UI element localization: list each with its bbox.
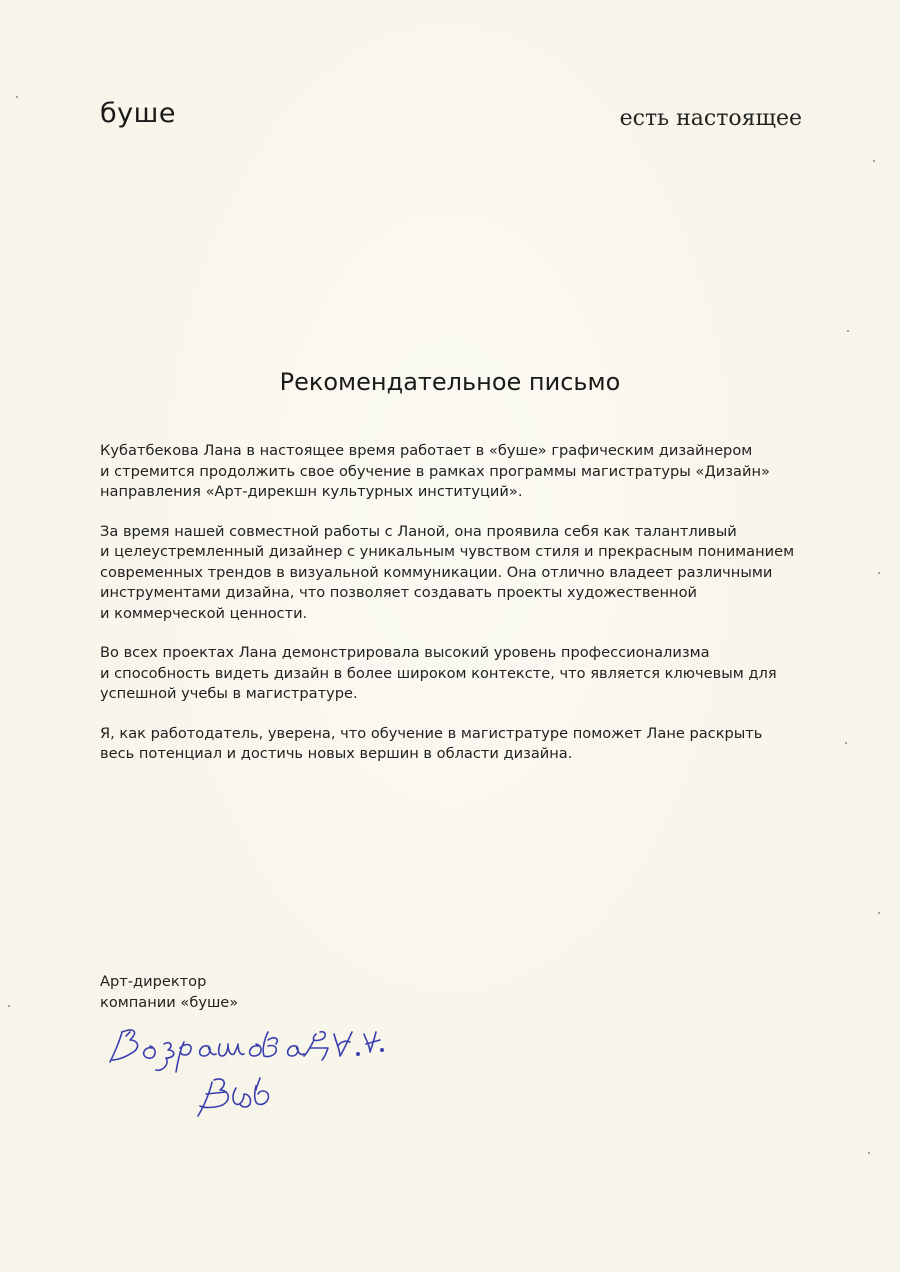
paragraph-line: и целеустремленный дизайнер с уникальным чувством стиля и прекрасным пониманием — [100, 543, 795, 560]
scan-speck — [878, 572, 880, 574]
paragraph-line: Я, как работодатель, уверена, что обучение в магистратуре поможет Лане раскрыть — [100, 724, 763, 742]
paragraph-3 — [100, 643, 820, 705]
paragraph-line: Кубатбекова Лана в настоящее время работает в «буше» графическим дизайнером — [100, 442, 753, 459]
paragraph-line: и способность видеть дизайн в более широком контексте, что является ключевым для — [100, 664, 777, 682]
paragraph-line: успешной учебы в магистратуре. — [100, 685, 358, 702]
scan-speck — [868, 1152, 870, 1154]
paragraph-line: современных трендов в визуальной коммуникации. Она отлично владеет различными — [100, 563, 773, 581]
brand-logo: буше — [100, 98, 176, 129]
signoff-block — [100, 972, 238, 1013]
signer-position: Арт-директор — [100, 973, 207, 990]
scan-speck — [16, 96, 18, 98]
paragraph-1 — [100, 441, 820, 503]
paragraph-2 — [100, 522, 820, 625]
signer-company: компании «буше» — [100, 993, 239, 1011]
paragraph-line: и коммерческой ценности. — [100, 604, 308, 622]
paragraph-line: инструментами дизайна, что позволяет создавать проекты художественной — [100, 584, 697, 601]
scan-speck — [878, 912, 880, 914]
scan-speck — [873, 160, 875, 162]
scan-speck — [8, 1005, 10, 1007]
scan-speck — [845, 742, 847, 744]
paragraph-line: направления «Арт-дирекшн культурных институций». — [100, 483, 523, 500]
letter-title: Рекомендательное письмо — [279, 368, 621, 396]
scan-speck — [847, 330, 849, 332]
paragraph-line: За время нашей совместной работы с Ланой, она проявила себя как талантливый — [100, 522, 737, 540]
handwritten-signature — [100, 1010, 410, 1130]
paragraph-4 — [100, 724, 820, 765]
brand-slogan: есть настоящее — [619, 106, 802, 131]
paragraph-line: и стремится продолжить свое обучение в рамках программы магистратуры «Дизайн» — [100, 462, 770, 480]
paragraph-line: Во всех проектах Лана демонстрировала высокий уровень профессионализма — [100, 644, 710, 661]
paragraph-line: весь потенциал и достичь новых вершин в области дизайна. — [100, 745, 573, 762]
letter-body — [100, 441, 820, 784]
